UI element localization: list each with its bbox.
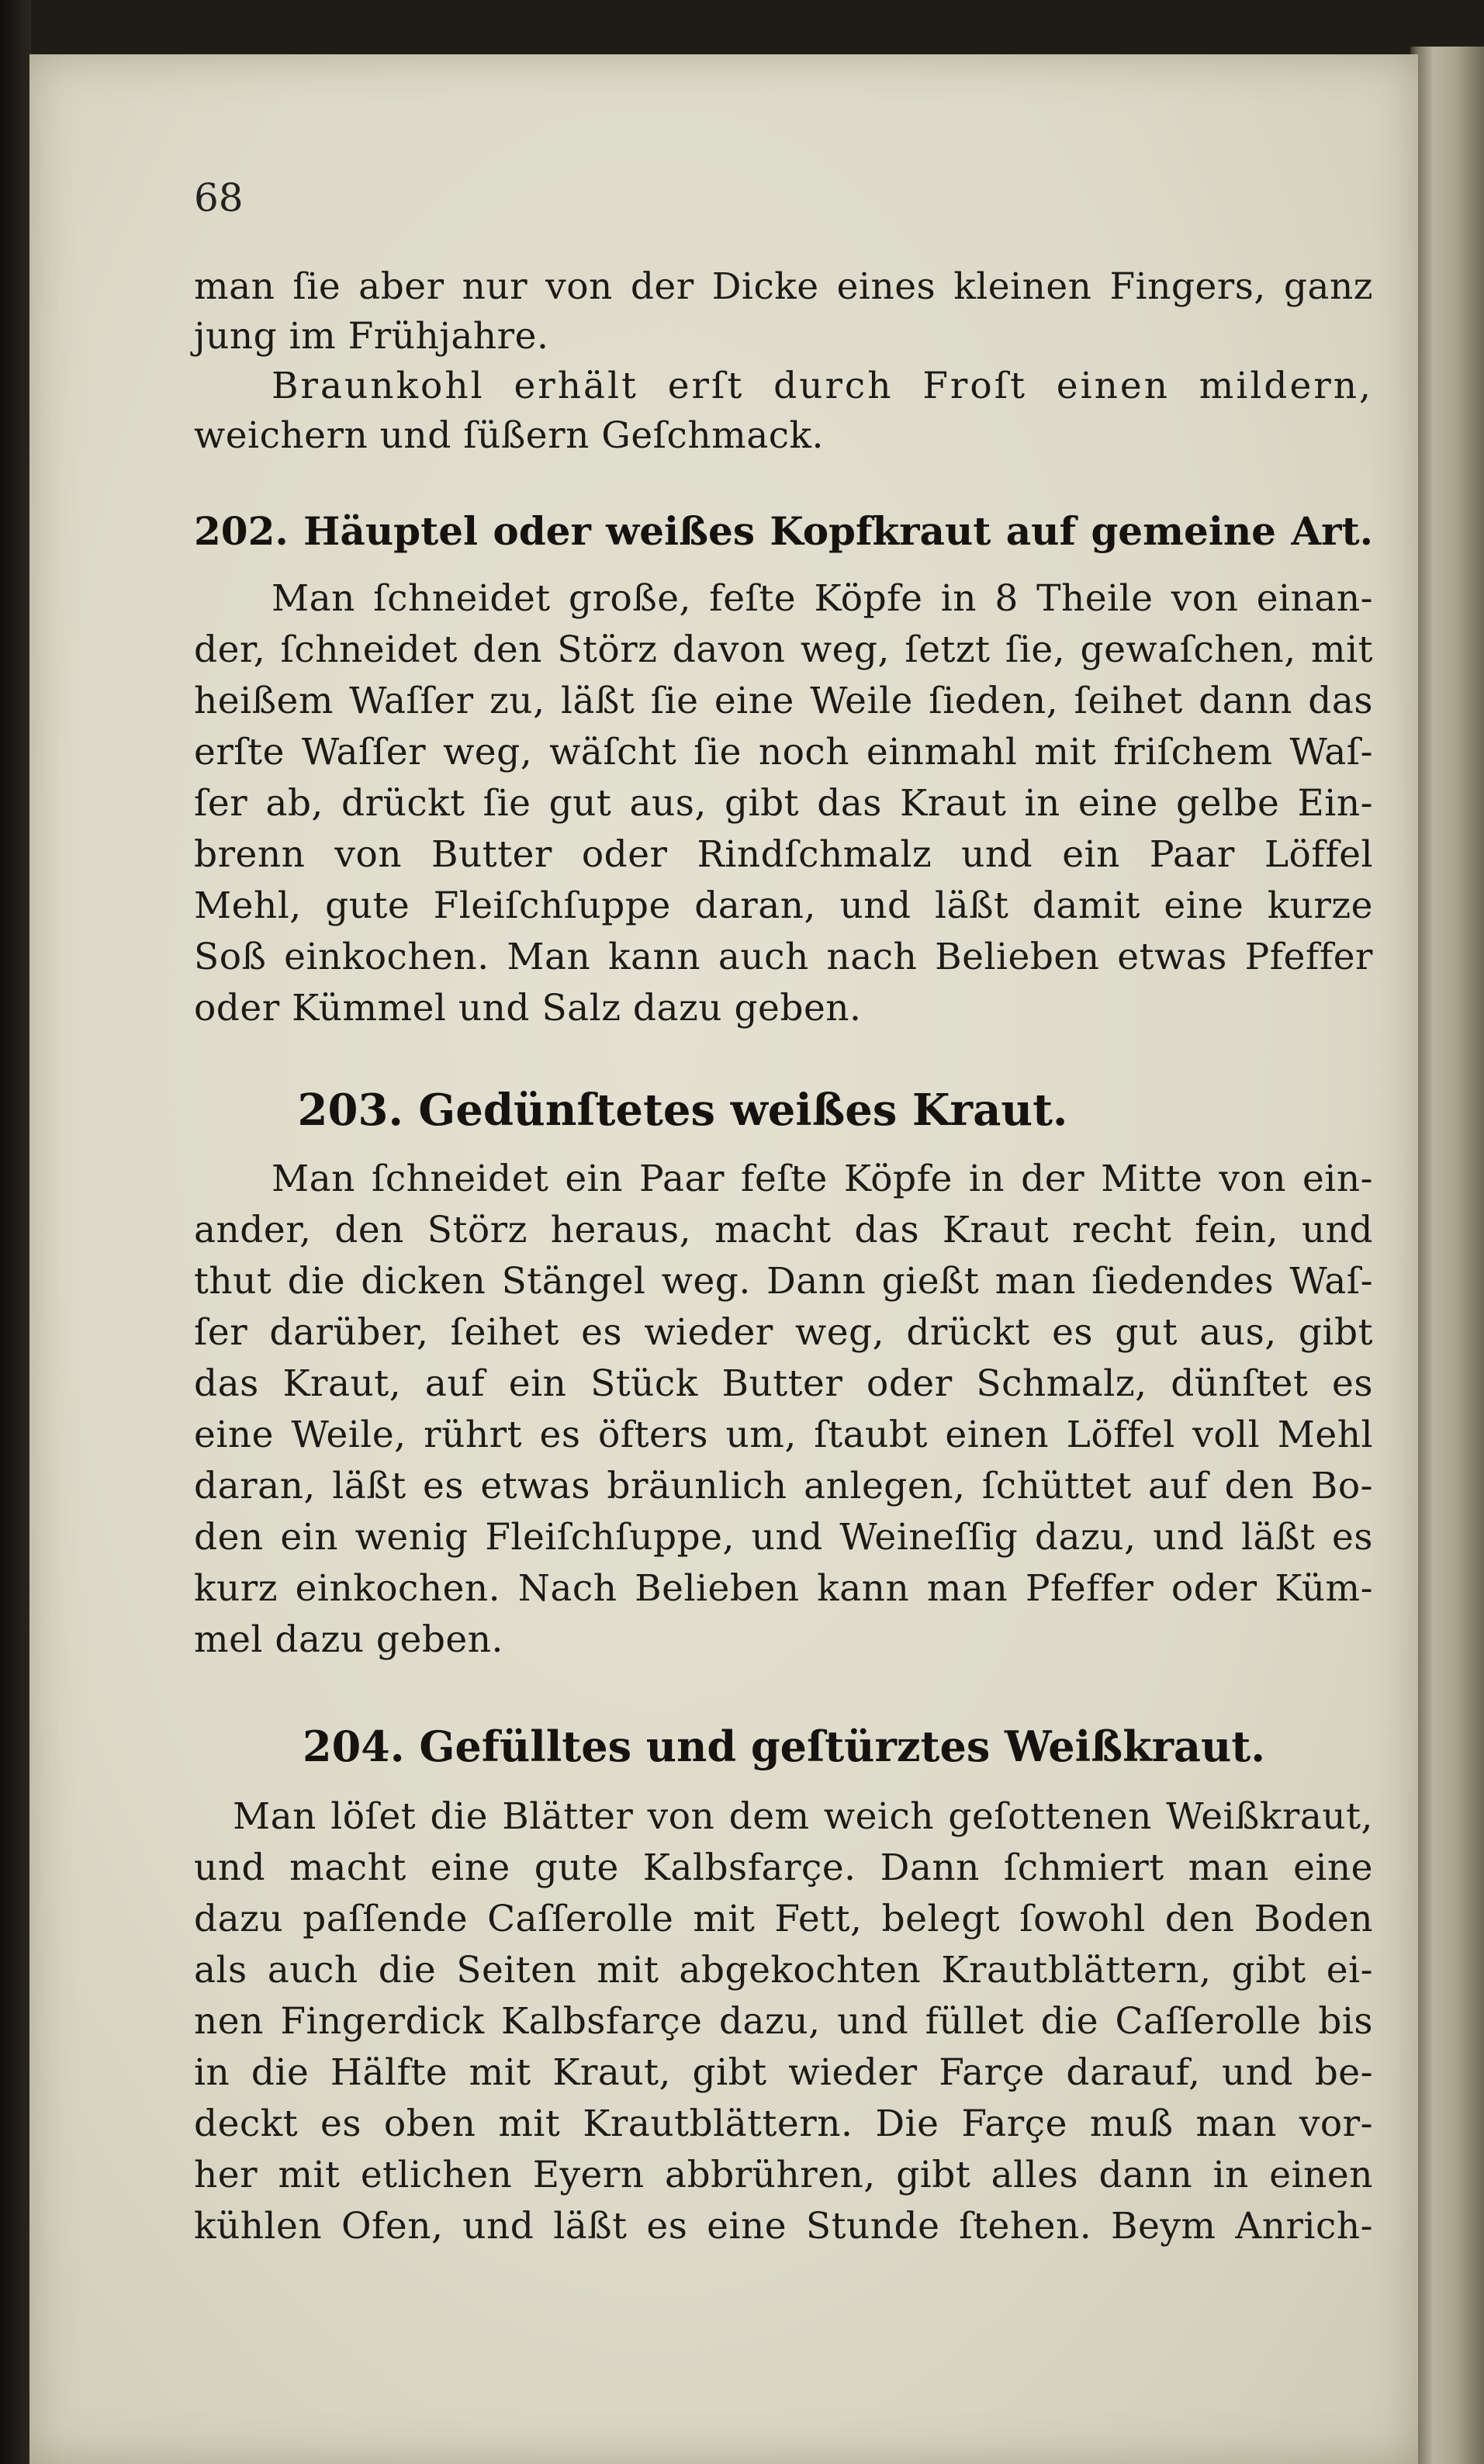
text-line: brenn von Butter oder Rindſchmalz und ein Paar Löffel xyxy=(194,833,1373,876)
text-line: weichern und ſüßern Geſchmack. xyxy=(194,414,824,457)
text-line: kurz einkochen. Nach Belieben kann man Pfeffer oder Küm- xyxy=(194,1567,1373,1610)
text-line: ſer darüber, ſeihet es wieder weg, drückt es gut aus, gibt xyxy=(194,1311,1373,1354)
text-line: das Kraut, auf ein Stück Butter oder Schmalz, dünſtet es xyxy=(194,1362,1373,1405)
text-line: Mehl, gute Fleiſchſuppe daran, und läßt damit eine kurze xyxy=(194,884,1373,927)
text-line: Man löſet die Blätter von dem weich geſottenen Weißkraut, xyxy=(233,1795,1373,1838)
text-line: man ſie aber nur von der Dicke eines kleinen Fingers, ganz xyxy=(194,265,1373,308)
text-line: heißem Waſſer zu, läßt ſie eine Weile ſieden, ſeihet dann das xyxy=(194,680,1373,722)
recipe-heading-202: 202. Häuptel oder weißes Kopfkraut auf gemeine Art. xyxy=(194,508,1373,554)
text-line: ſer ab, drückt ſie gut aus, gibt das Kraut in eine gelbe Ein- xyxy=(194,782,1373,825)
text-line: ander, den Störz heraus, macht das Kraut recht fein, und xyxy=(194,1209,1373,1251)
text-line: erſte Waſſer weg, wäſcht ſie noch einmahl mit friſchem Waſ- xyxy=(194,731,1373,773)
text-line: mel dazu geben. xyxy=(194,1618,503,1661)
text-line: Man ſchneidet ein Paar feſte Köpfe in der Mitte von ein- xyxy=(272,1158,1373,1200)
text-line: Braunkohl erhält erſt durch Froſt einen mildern, xyxy=(272,365,1373,407)
text-line: und macht eine gute Kalbsfarçe. Dann ſchmiert man eine xyxy=(194,1846,1373,1889)
text-line: oder Kümmel und Salz dazu geben. xyxy=(194,987,862,1030)
text-line: thut die dicken Stängel weg. Dann gießt man ſiedendes Waſ- xyxy=(194,1260,1373,1303)
text-line: in die Hälfte mit Kraut, gibt wieder Farçe darauf, und be- xyxy=(194,2051,1373,2094)
text-line: den ein wenig Fleiſchſuppe, und Weineſſig dazu, und läßt es xyxy=(194,1516,1373,1559)
text-line: als auch die Seiten mit abgekochten Krautblättern, gibt ei- xyxy=(194,1949,1373,1992)
text-line: daran, läßt es etwas bräunlich anlegen, ſchüttet auf den Bo- xyxy=(194,1465,1373,1507)
text-line: nen Fingerdick Kalbsfarçe dazu, und füllet die Caſſerolle bis xyxy=(194,2000,1373,2043)
text-line: kühlen Ofen, und läßt es eine Stunde ſtehen. Beym Anrich- xyxy=(194,2205,1373,2248)
text-line: dazu paſſende Caſſerolle mit Fett, belegt ſowohl den Boden xyxy=(194,1898,1373,1940)
recipe-heading-203: 203. Gedünſtetes weißes Kraut. xyxy=(297,1085,1068,1136)
text-line: deckt es oben mit Krautblättern. Die Farçe muß man vor- xyxy=(194,2102,1373,2145)
text-line: Soß einkochen. Man kann auch nach Belieben etwas Pfeffer xyxy=(194,936,1373,978)
text-line: eine Weile, rührt es öfters um, ſtaubt einen Löffel voll Mehl xyxy=(194,1414,1373,1456)
text-line: her mit etlichen Eyern abbrühren, gibt alles dann in einen xyxy=(194,2154,1373,2196)
text-line: Man ſchneidet große, feſte Köpfe in 8 Theile von einan- xyxy=(272,577,1373,620)
recipe-heading-204: 204. Gefülltes und geſtürztes Weißkraut. xyxy=(303,1722,1266,1771)
page-number: 68 xyxy=(194,175,244,220)
text-line: der, ſchneidet den Störz davon weg, ſetzt ſie, gewaſchen, mit xyxy=(194,628,1373,671)
text-line: jung im Frühjahre. xyxy=(194,315,549,358)
